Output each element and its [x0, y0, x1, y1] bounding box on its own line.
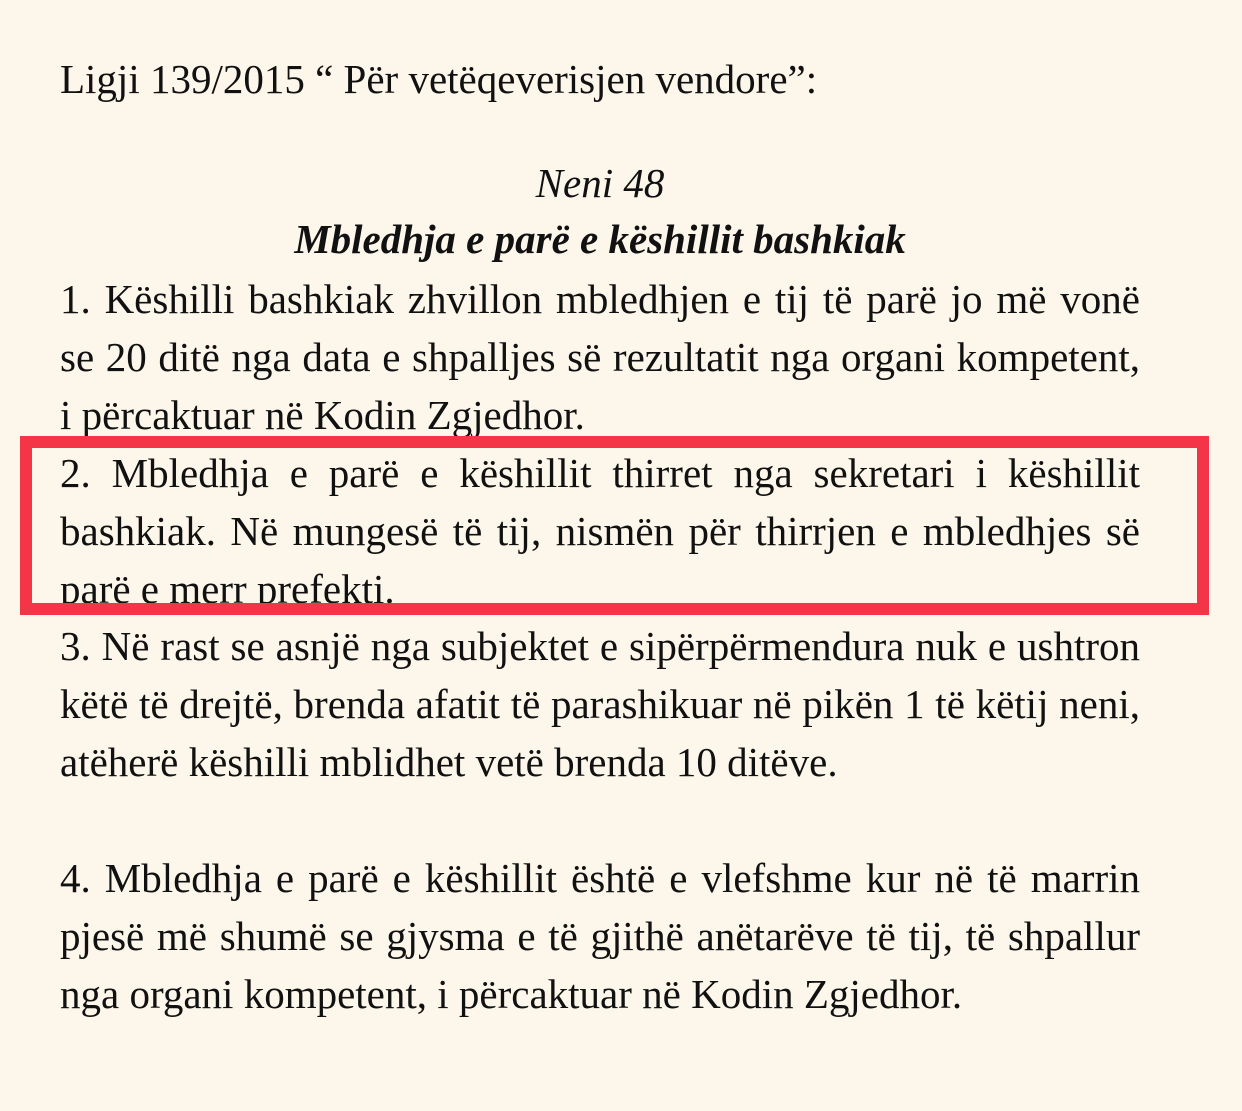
paragraph-2: 2. Mbledhja e parë e këshillit thirret nga sekretari i këshillit bashkiak. Në mungesë të tij, nismën për thirrjen e mbledhjes së parë e merr prefekti.: [60, 450, 1140, 612]
article-title: Mbledhja e parë e këshillit bashkiak: [294, 216, 906, 262]
paragraph-3: 3. Në rast se asnjë nga subjektet e sipërpërmendura nuk e ushtron këtë të drejtë, brenda afatit të parashikuar në pikën 1 të këtij neni, atëherë këshilli mblidhet vetë brenda 10 ditëve.: [60, 623, 1140, 785]
law-reference: Ligji 139/2015 “ Për vetëqeverisjen vendore”:: [60, 56, 818, 102]
paragraph-1: 1. Këshilli bashkiak zhvillon mbledhjen e tij të parë jo më vonë se 20 ditë nga data e shpalljes së rezultatit nga organi kompetent, i përcaktuar në Kodin Zgjedhor.: [60, 276, 1140, 438]
article-number: Neni 48: [535, 160, 665, 206]
paragraph-4: 4. Mbledhja e parë e këshillit është e vlefshme kur në të marrin pjesë më shumë se gjysma e të gjithë anëtarëve të tij, të shpallur nga organi kompetent, i përcaktuar në Kodin Zgjedhor.: [60, 855, 1140, 1017]
